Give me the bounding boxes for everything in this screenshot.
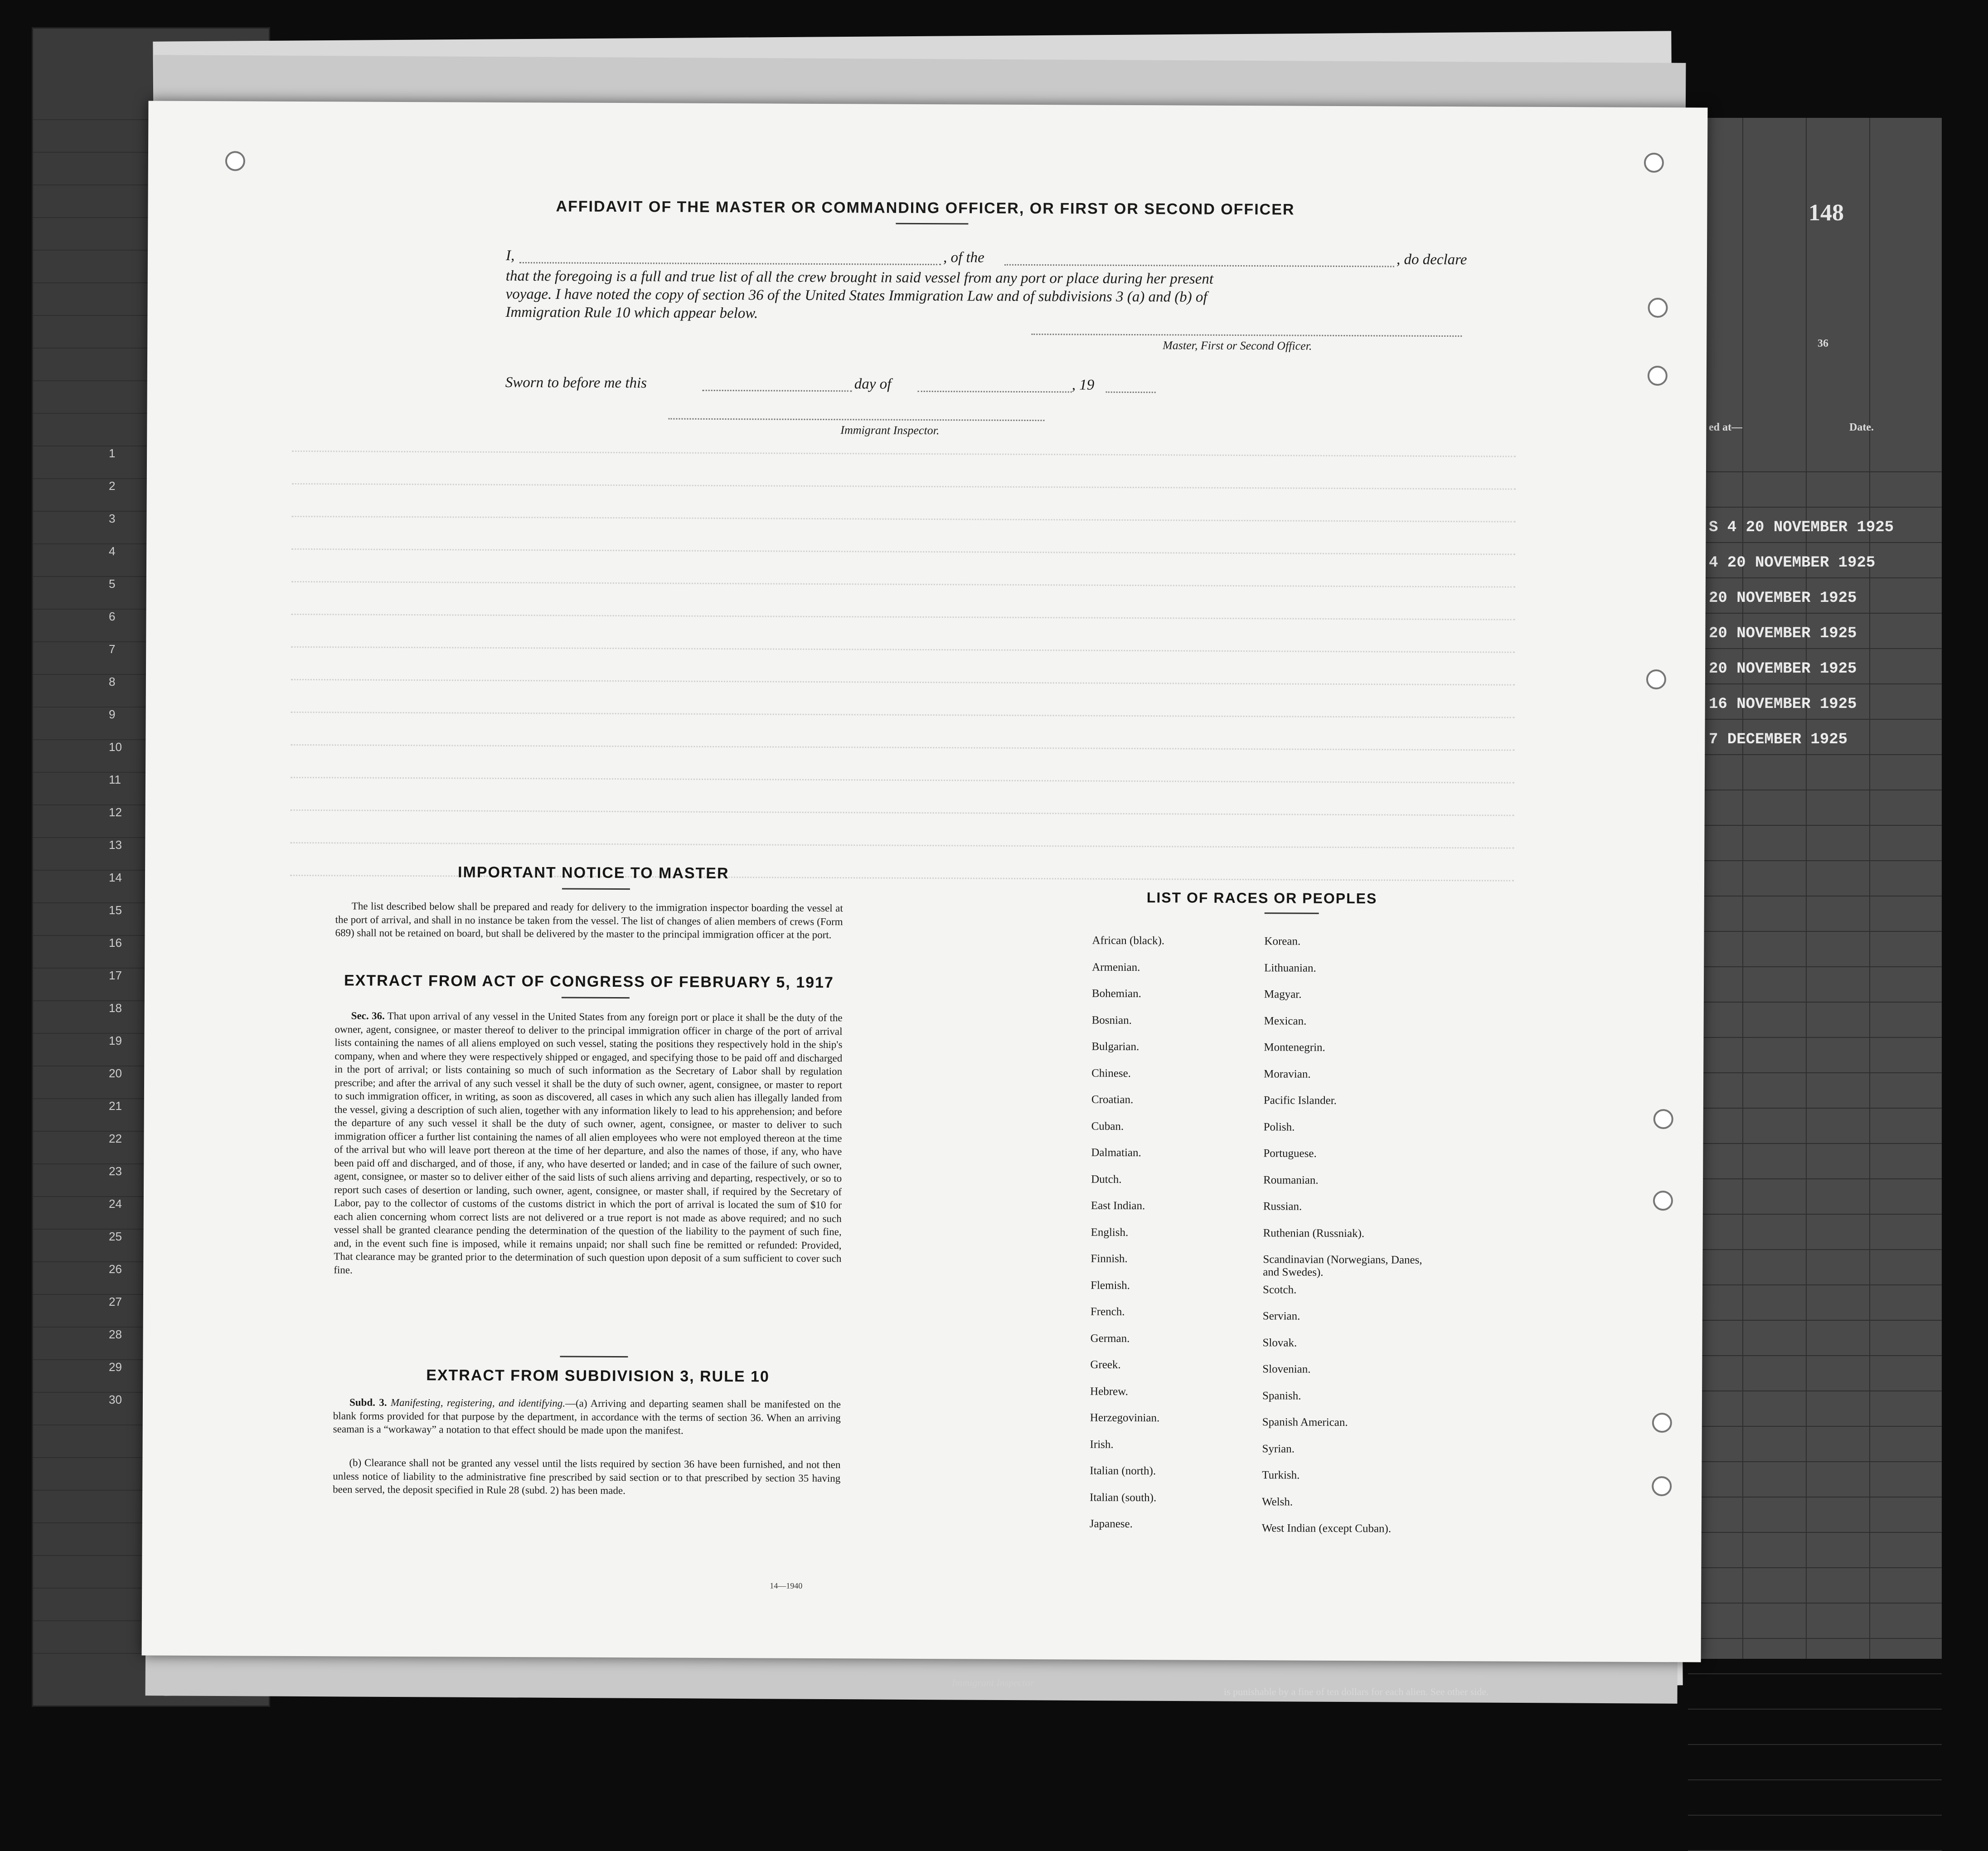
ledger-rule [1688,577,1942,578]
row-number: 26 [109,1262,122,1276]
punch-hole [1648,366,1668,386]
affidavit-text: that the foregoing is a full and true list of all the crew brought in said vessel from any port or place during her present [505,267,1214,287]
subdivision-text: —(a) Arriving and departing seamen shall be manifested on the blank forms provided for that purpose by the department, in accordance with the terms of section 36. When an arriving seaman is a “workaway” a notation to that effect should be made upon the manifest. [333,1397,841,1436]
vessel-name-field[interactable] [1004,264,1394,267]
race-entry: Lithuanian. [1264,961,1316,974]
ledger-rule [1688,471,1942,472]
sworn-month-field[interactable] [918,391,1072,392]
sworn-year-field[interactable] [1106,392,1156,393]
row-number: 22 [109,1132,122,1145]
race-entry: Roumanian. [1263,1173,1319,1187]
bleed-through-row [291,809,1514,817]
ledger-rule [1688,683,1942,684]
race-entry: Italian (south). [1090,1491,1157,1504]
row-number: 2 [109,479,116,493]
ledger-rule [1688,1002,1942,1003]
ledger-rule [1688,1143,1942,1144]
ledger-rule [1688,1037,1942,1038]
race-entry: Japanese. [1089,1517,1133,1531]
ledger-rule [1688,1426,1942,1427]
rule-extract-heading: EXTRACT FROM SUBDIVISION 3, RULE 10 [426,1366,770,1386]
race-entry: French. [1090,1305,1125,1318]
row-number: 19 [109,1034,122,1047]
race-entry: Pacific Islander. [1263,1094,1337,1107]
bleed-through-row [291,581,1515,589]
race-entry: Spanish. [1262,1389,1301,1402]
column-label: ed at— [1709,422,1742,433]
ledger-rule [1688,966,1942,967]
ledger-rule [1688,1178,1942,1179]
important-notice-text: The list described below shall be prepared and ready for delivery to the immigration inspector boarding the vessel at the port of arrival, and shall in no instance be taken from the vessel. The list of changes of alien members of crews (Form 689) shall not be retained on board, but shall be delivered by the master to the principal immigration officer at the port. [335,900,843,941]
bleed-through-row [290,842,1514,850]
sworn-label: Sworn to before me this [505,374,647,392]
punch-hole [225,151,245,171]
race-entry: Welsh. [1261,1495,1293,1508]
row-number: 8 [109,675,116,688]
row-number: 9 [109,707,116,721]
race-entry: Cuban. [1091,1120,1124,1133]
section-label: Sec. 36. [351,1010,385,1022]
affidavit-title: AFFIDAVIT OF THE MASTER OR COMMANDING OFFICER, OR FIRST OR SECOND OFFICER [556,198,1295,218]
ledger-rule [1688,1709,1942,1710]
ledger-rule [1688,754,1942,755]
ledger-rule [1688,1214,1942,1215]
race-entry: Herzegovinian. [1090,1411,1160,1425]
bleed-through-row [291,614,1515,621]
bleed-through-row [291,679,1515,687]
punch-hole [1653,1191,1673,1211]
divider [896,223,968,225]
ledger-rule [1688,1461,1942,1462]
subdivision-title: Manifesting, registering, and identifying. [390,1396,566,1409]
row-number: 12 [109,805,122,819]
column-label: 36 [1818,338,1828,349]
race-entry: Bohemian. [1091,987,1141,1000]
row-number: 5 [109,577,116,591]
race-entry: Armenian. [1092,961,1140,974]
affidavit-i-label: I, [505,247,515,264]
ledger-entry: 16 NOVEMBER 1925 [1709,696,1857,713]
row-number: 6 [109,610,116,623]
page-number: 148 [1809,200,1844,226]
ledger-entry: 4 20 NOVEMBER 1925 [1709,554,1876,572]
race-entry: German. [1090,1332,1130,1345]
race-entry: Finnish. [1091,1252,1128,1265]
ledger-rule [1688,1072,1942,1073]
ledger-rule [1688,719,1942,720]
row-number: 4 [109,544,116,558]
ledger-rule [1688,1744,1942,1745]
row-number: 11 [109,773,121,786]
bleed-through-row [291,646,1515,654]
race-entry: Slovenian. [1262,1363,1311,1376]
bottom-inspector-caption: Immigrant Inspector [952,1677,1034,1688]
ledger-entry: S 4 20 NOVEMBER 1925 [1709,519,1894,536]
bleed-through-row [291,744,1514,752]
affidavit-declare-label: , do declare [1396,251,1467,268]
bleed-through-row [291,777,1514,785]
bleed-through-row [291,548,1515,556]
row-number: 25 [109,1230,122,1243]
ledger-rule [1688,1603,1942,1604]
ledger-rule [1688,542,1942,543]
race-entry: Bosnian. [1091,1014,1132,1027]
ledger-rule [1688,860,1942,861]
race-entry: Syrian. [1262,1442,1295,1455]
act-extract-heading: EXTRACT FROM ACT OF CONGRESS OF FEBRUARY 5, 1917 [344,972,834,992]
subdivision-label: Subd. 3. [349,1396,387,1408]
race-entry: Hebrew. [1090,1385,1128,1398]
right-ledger-sheet [1686,118,1942,1659]
row-number: 23 [109,1164,122,1178]
punch-hole [1652,1413,1672,1433]
ledger-rule [1688,1567,1942,1568]
affidavit-text: voyage. I have noted the copy of section 36 of the United States Immigration Law and of subdivisions 3 (a) and (b) of [505,286,1207,305]
race-entry: Russian. [1263,1200,1302,1213]
row-number: 30 [109,1393,122,1406]
master-name-field[interactable] [519,262,941,265]
race-entry: Flemish. [1091,1279,1130,1292]
race-entry: Portuguese. [1263,1147,1317,1160]
punch-hole [1644,153,1664,173]
section-text: That upon arrival of any vessel in the United States from any foreign port or place it shall be the duty of the owner, agent, consignee, or master thereof to deliver to the principal immigration officer in charge of the port of arrival lists containing the names of all aliens employed on such vessel, stating the positions they respectively hold in the ship's company, when and where they were respectively shipped or engaged, and specifying those to be paid off and discharged in the port of arrival; or lists containing so much of such information as the Secretary of Labor shall by regulation prescribe; and after the arrival of any such vessel it shall be the duty of such owner, agent, consignee, or master to report to such immigration officer, in writing, as soon as discovered, all cases in which any such alien has illegally landed from the vessel, giving a description of such alien, together with any information likely to lead to his apprehension; and before the departure of any such vessel it shall be the duty of such owner, agent, consignee, or master to deliver to such immigration officer a further list containing the names of all alien employees who were not employed thereon at the time of the arrival but who will leave port thereon at the time of her departure, and also the names of those, if any, who have been paid off and discharged, and of those, if any, who have deserted or landed; and in case of the failure of such owner, agent, consignee, or master so to deliver either of the said lists of such aliens arriving and departing, respectively, or so to report such cases of desertion or landing, such owner, agent, consignee, or master shall, if required by the Secretary of Labor, pay to the collector of customs of the customs district in which the port of arrival is located the sum of $10 for each alien concerning whom correct lists are not delivered or a true report is not made as above required; and no such vessel shall be granted clearance pending the determination of the question of the liability to the payment of such fine, and, in the event such fine is imposed, while it remains unpaid; nor shall such fine be remitted or refunded: Provided, That clearance may be granted prior to the determination of such question upon deposit of a sum sufficient to cover such fine. [334,1010,843,1276]
ledger-rule [1688,1815,1942,1816]
punch-hole [1646,669,1666,689]
ledger-rule [1688,1355,1942,1356]
ledger-rule [1688,613,1942,614]
race-entry: Korean. [1264,935,1301,948]
bleed-through-row [291,516,1515,523]
ledger-rule [1688,1320,1942,1321]
ledger-rule [1688,1779,1942,1780]
day-of-label: day of [854,376,892,392]
ledger-column-rule [1806,118,1807,1659]
row-number: 10 [109,740,122,754]
ledger-rule [1688,1673,1942,1674]
signature-line[interactable] [1031,334,1462,337]
inspector-signature-line[interactable] [668,418,1044,422]
race-entry: Mexican. [1264,1014,1307,1027]
race-entry: Ruthenian (Russniak). [1263,1226,1365,1240]
punch-hole [1648,298,1668,318]
ledger-rule [1688,1638,1942,1639]
race-entry: West Indian (except Cuban). [1261,1522,1392,1535]
ledger-entry: 20 NOVEMBER 1925 [1709,660,1857,678]
rule-extract-para-a [333,1396,841,1438]
race-entry: English. [1091,1226,1129,1239]
ledger-entry: 7 DECEMBER 1925 [1709,731,1848,748]
ledger-rule [1688,825,1942,826]
ledger-rule [1688,1284,1942,1285]
row-number: 17 [109,969,122,982]
signature-caption: Master, First or Second Officer. [1163,339,1312,353]
race-entry: Dalmatian. [1091,1146,1141,1159]
row-number: 7 [109,642,116,656]
bottom-fine-caption: is punishable by a fine of ten dollars for each alien. See other side. [1224,1686,1489,1697]
divider [1265,912,1319,914]
punch-hole [1652,1476,1672,1496]
races-heading: LIST OF RACES OR PEOPLES [1146,889,1377,907]
row-number: 15 [109,903,122,917]
race-entry: Turkish. [1262,1469,1300,1482]
inspector-caption: Immigrant Inspector. [840,423,940,437]
race-entry: Chinese. [1091,1067,1131,1080]
row-number: 18 [109,1001,122,1015]
race-entry: Polish. [1263,1120,1295,1134]
race-entry: Scotch. [1263,1283,1297,1296]
row-number: 3 [109,512,116,525]
bleed-through-row [292,483,1516,491]
race-entry: Bulgarian. [1091,1040,1139,1053]
sworn-day-field[interactable] [703,390,852,392]
ledger-rule [1688,1249,1942,1250]
row-number: 1 [109,446,116,460]
row-number: 24 [109,1197,122,1211]
race-entry: Italian (north). [1090,1464,1156,1478]
divider [560,1356,628,1357]
divider [562,888,630,890]
race-entry: Spanish American. [1262,1416,1348,1429]
punch-hole [1653,1109,1673,1129]
ledger-rule [1688,1108,1942,1109]
affidavit-text: Immigration Rule 10 which appear below. [505,304,758,322]
race-entry: Greek. [1090,1358,1121,1371]
row-number: 29 [109,1360,122,1374]
race-entry: African (black). [1092,934,1165,947]
ledger-entry: 20 NOVEMBER 1925 [1709,625,1857,642]
row-number: 21 [109,1099,122,1113]
ledger-column-rule [1742,118,1743,1659]
ledger-rule [1688,1532,1942,1533]
race-entry: Dutch. [1091,1173,1122,1186]
row-number: 20 [109,1066,122,1080]
race-entry: Irish. [1090,1438,1114,1451]
race-entry: East Indian. [1091,1199,1145,1212]
row-number: 27 [109,1295,122,1308]
row-number: 16 [109,936,122,950]
race-entry: Scandinavian (Norwegians, Danes, and Swedes). [1263,1253,1422,1279]
ledger-entry: 20 NOVEMBER 1925 [1709,590,1857,607]
race-entry: Croatian. [1091,1093,1134,1106]
race-entry: Slovak. [1262,1336,1297,1349]
rule-extract-para-b: (b) Clearance shall not be granted any vessel until the lists required by section 36 have been furnished, and not then unless notice of liability to the administrative fine prescribed by said section or to that prescribed by section 35 having been served, the deposit specified in Rule 28 (subd. 2) has been made. [333,1457,841,1497]
important-notice-heading: IMPORTANT NOTICE TO MASTER [457,863,729,882]
ledger-rule [1688,931,1942,932]
ledger-rule [1688,507,1942,508]
affidavit-of-the-label: , of the [943,249,984,266]
divider [562,997,630,999]
act-extract-text [334,1009,843,1279]
race-entry: Moravian. [1264,1067,1311,1081]
column-label: Date. [1849,422,1874,433]
form-code: 14—1940 [770,1581,803,1590]
bleed-through-row [292,451,1516,458]
form-page [142,101,1708,1662]
row-number: 28 [109,1328,122,1341]
ledger-rule [1688,648,1942,649]
ledger-column-rule [1869,118,1870,1659]
race-entry: Servian. [1262,1310,1300,1323]
row-number: 13 [109,838,122,852]
bleed-through-row [291,712,1515,719]
year-label: , 19 [1072,377,1095,393]
race-entry: Magyar. [1264,988,1302,1001]
race-entry: Montenegrin. [1264,1041,1325,1054]
row-number: 14 [109,871,122,884]
